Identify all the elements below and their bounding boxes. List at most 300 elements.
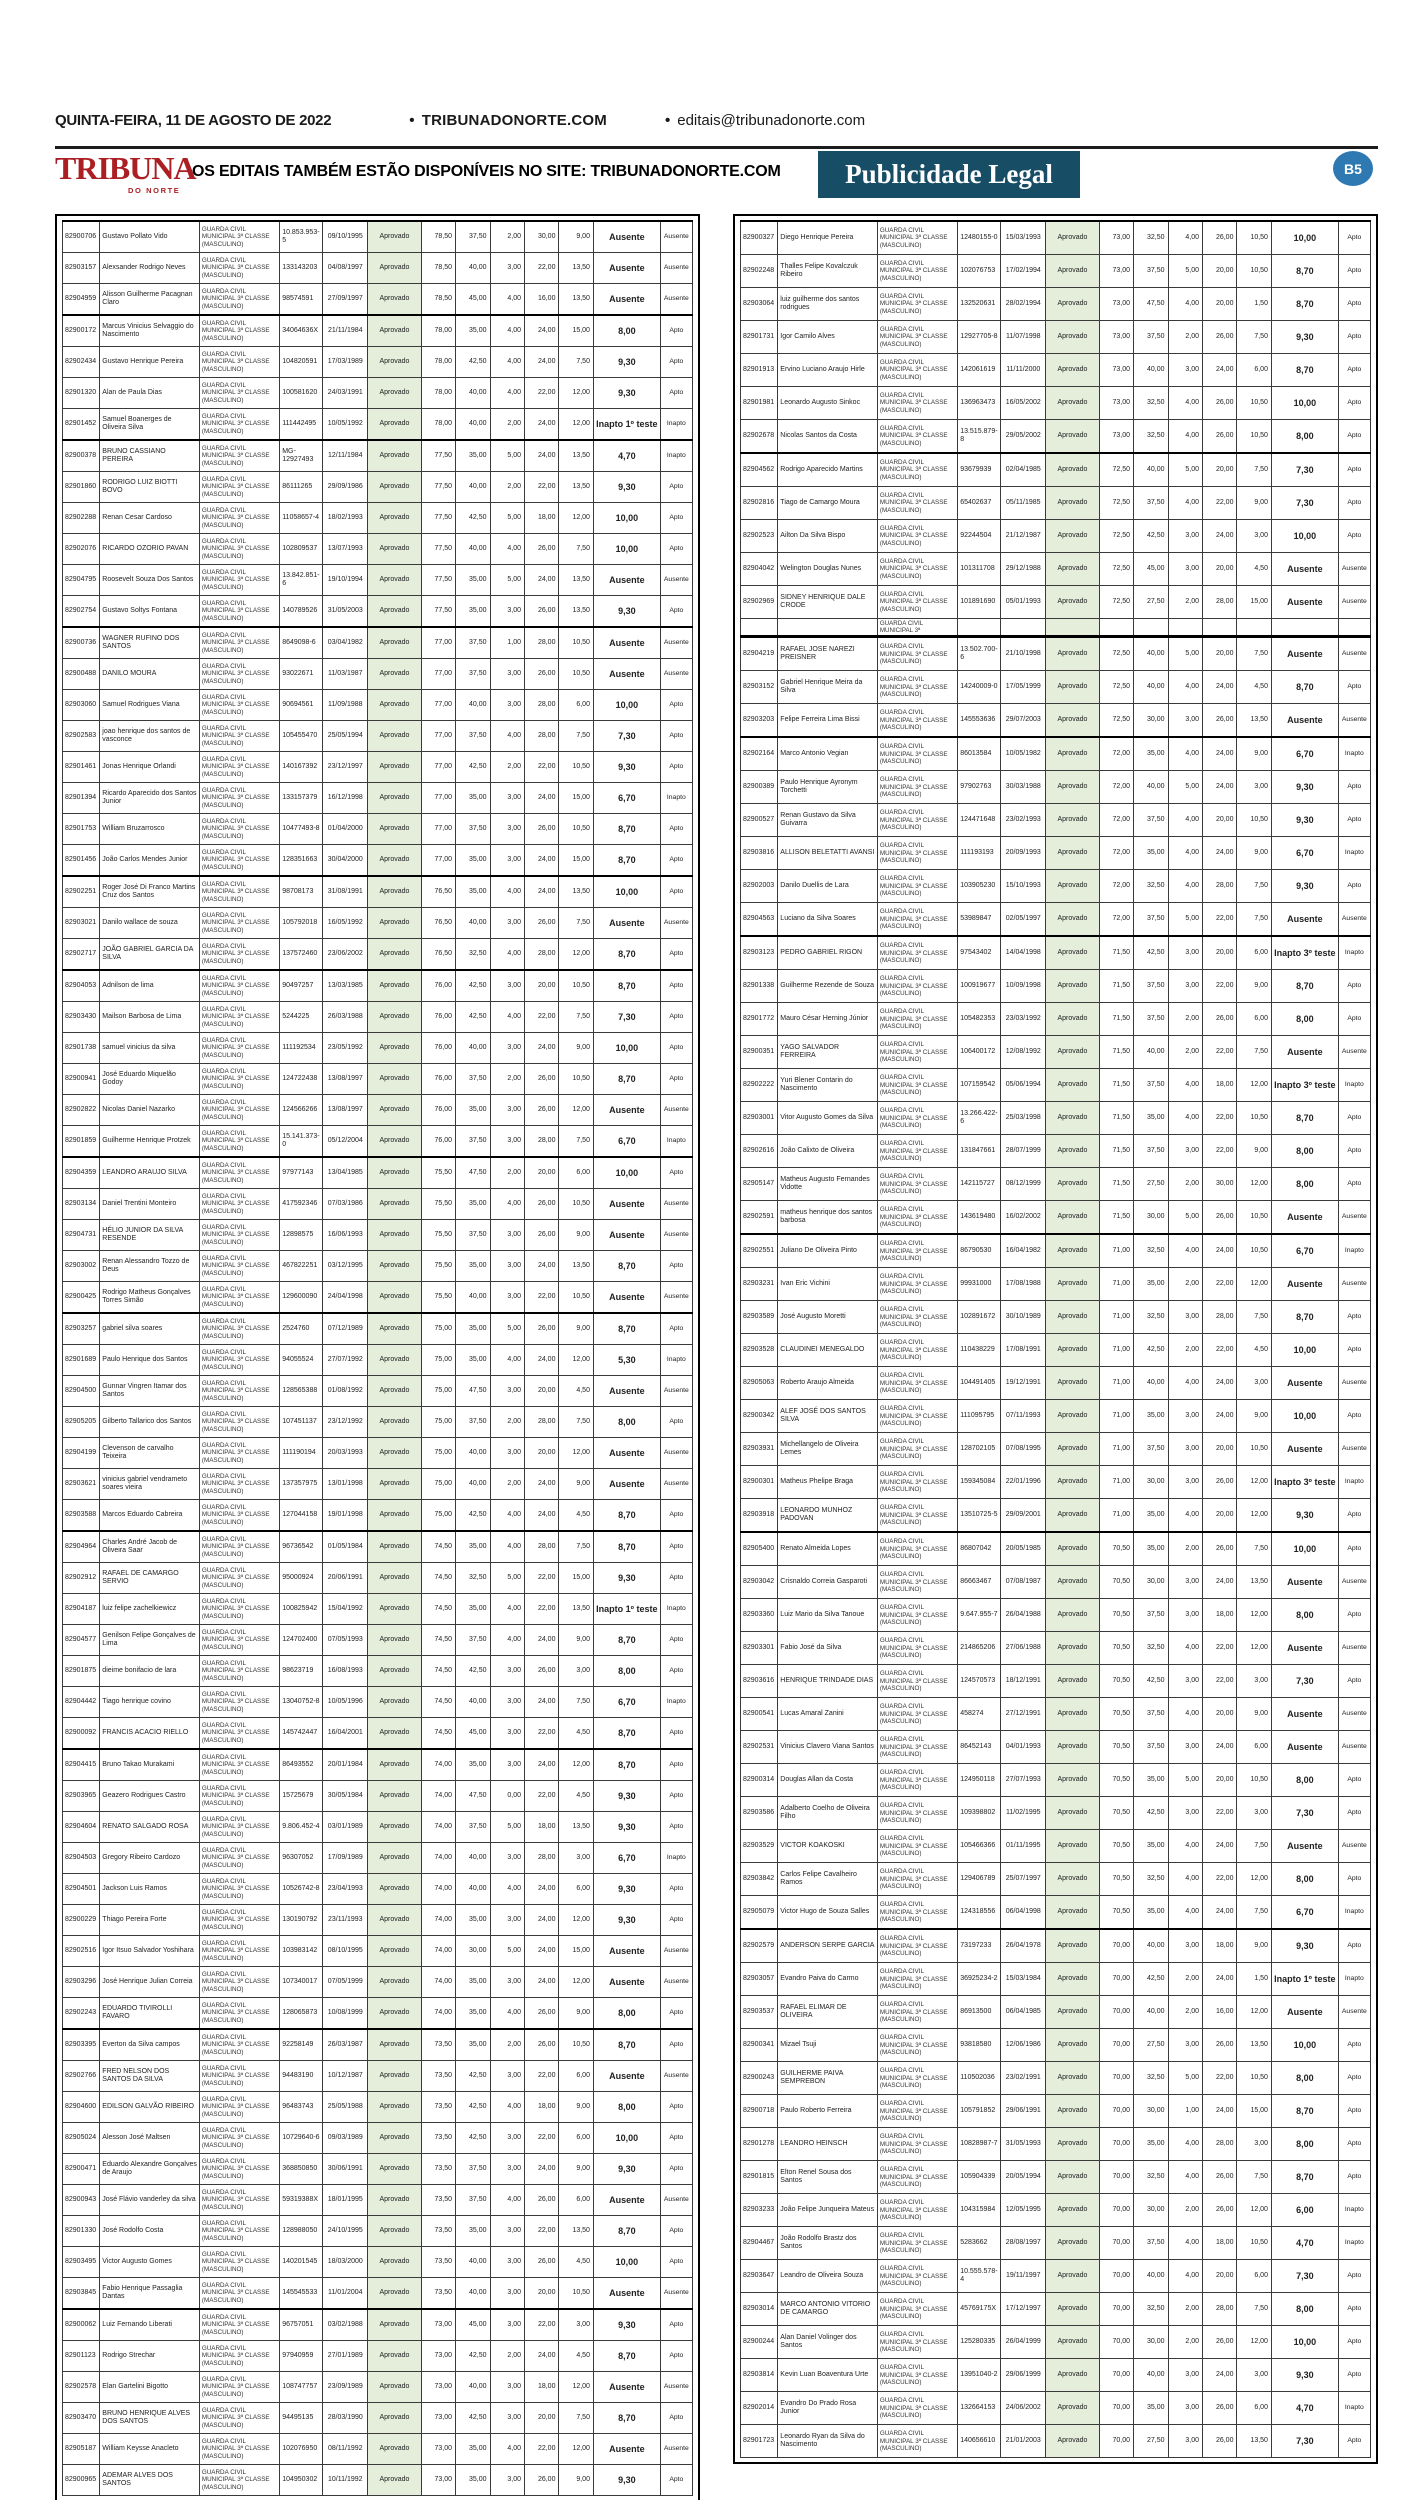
score-specific: 24,00 [1203,737,1237,771]
bullet-icon: • [409,112,415,129]
candidate-name: Geazero Rodrigues Castro [100,1781,200,1812]
taf-result: 9,30 [593,1874,660,1905]
candidate-name: gabriel silva soares [100,1313,200,1345]
final-status: Ausente [660,1220,692,1251]
score-objective: 37,50 [456,1812,490,1843]
results-block-left [55,214,700,2500]
score-objective: 40,00 [1134,1036,1168,1069]
score-redacao: 3,00 [490,1251,524,1282]
candidate-row [741,2359,1371,2392]
score-specific: 26,00 [525,814,559,845]
score-objective: 42,50 [456,2341,490,2372]
status-aprovado: Aprovado [368,1718,421,1750]
inscription-number: 82902003 [741,870,778,903]
score-total: 75,00 [421,1469,455,1500]
score-titles: 13,50 [559,596,593,628]
rg-number: 13951040-2 [958,2359,1001,2392]
candidate-row [741,1400,1371,1433]
rg-number: 104491405 [958,1367,1001,1400]
inscription-number: 82902434 [63,347,100,378]
rg-number: 12927705-8 [958,321,1001,354]
birth-date: 01/05/1984 [323,1531,368,1563]
taf-result: 4,70 [593,440,660,472]
candidate-row [741,1731,1371,1764]
taf-result: Ausente [593,659,660,690]
score-objective: 37,50 [1134,2227,1168,2260]
score-total: 77,50 [421,534,455,565]
final-status: Apto [1338,2128,1370,2161]
candidate-name: Everton da Silva campos [100,2029,200,2061]
final-status: Apto [1338,2029,1370,2062]
inscription-number: 82902578 [63,2372,100,2403]
score-total: 74,00 [421,1967,455,1998]
score-titles: 9,00 [1237,1400,1271,1433]
candidate-name: Leonardo Ryan da Silva do Nascimento [778,2425,878,2458]
taf-result: 10,00 [593,690,660,721]
score-specific: 24,00 [525,1967,559,1998]
taf-result: 10,00 [1271,221,1338,255]
birth-date: 17/12/1997 [1001,2293,1046,2326]
taf-result: Ausente [593,2372,660,2403]
score-redacao: 3,00 [490,1126,524,1158]
rg-number: 105466366 [958,1830,1001,1863]
rg-number: 98708173 [280,876,323,908]
rg-number: 96307052 [280,1843,323,1874]
taf-result: Ausente [1271,1632,1338,1665]
score-titles: 13,50 [559,440,593,472]
status-aprovado: Aprovado [368,1095,421,1126]
candidate-name: Renato Almeida Lopes [778,1532,878,1566]
status-aprovado: Aprovado [1046,1334,1099,1367]
score-total: 70,50 [1099,1698,1133,1731]
candidate-row [63,472,693,503]
taf-result: Ausente [1271,553,1338,586]
score-objective: 35,00 [456,1905,490,1936]
candidate-name: Igor Itsuo Salvador Yoshihara [100,1936,200,1967]
status-aprovado: Aprovado [368,1251,421,1282]
score-total: 74,50 [421,1563,455,1594]
final-status: Ausente [1338,1731,1370,1764]
rg-number: 131847661 [958,1135,1001,1168]
candidate-name: Mailson Barbosa de Lima [100,1002,200,1033]
candidate-row [741,553,1371,586]
candidate-name: Douglas Allan da Costa [778,1764,878,1797]
taf-result: 5,30 [593,1345,660,1376]
birth-date: 25/07/1997 [1001,1863,1046,1896]
rg-number: 133143203 [280,253,323,284]
score-specific: 24,00 [525,1469,559,1500]
taf-result: 10,00 [593,534,660,565]
score-total: 73,00 [421,2434,455,2465]
score-objective: 35,00 [456,565,490,596]
inscription-number: 82904604 [63,1812,100,1843]
score-objective: 40,00 [456,1469,490,1500]
score-specific: 24,00 [525,315,559,347]
final-status: Ausente [660,2434,692,2465]
candidate-row [741,837,1371,870]
score-total: 78,00 [421,378,455,409]
score-titles: 7,50 [559,534,593,565]
candidate-row [63,1531,693,1563]
birth-date: 30/10/1989 [1001,1301,1046,1334]
candidate-name: Paulo Henrique Ayronym Torchetti [778,771,878,804]
final-status: Inapto [1338,1069,1370,1102]
status-aprovado: Aprovado [1046,1996,1099,2029]
status-aprovado: Aprovado [1046,1863,1099,1896]
score-total: 72,50 [1099,586,1133,619]
score-specific: 20,00 [1203,1764,1237,1797]
score-redacao: 5,00 [490,1313,524,1345]
candidate-row [741,1201,1371,1235]
candidate-name: Thalles Felipe Kovalczuk Ribeiro [778,255,878,288]
final-status: Ausente [1338,903,1370,937]
status-aprovado: Aprovado [1046,1599,1099,1632]
score-redacao: 4,00 [490,1874,524,1905]
candidate-name: HENRIQUE TRINDADE DIAS [778,1665,878,1698]
score-total: 70,50 [1099,1764,1133,1797]
section-header [818,151,1080,198]
score-objective: 35,00 [1134,1532,1168,1566]
score-titles: 10,50 [1237,1234,1271,1268]
score-total: 70,50 [1099,1797,1133,1830]
score-total: 74,50 [421,1687,455,1718]
score-specific: 28,00 [525,627,559,659]
position-label: GUARDA CIVIL MUNICIPAL 3ª CLASSE (MASCULINO) [877,1830,957,1863]
score-objective: 40,00 [1134,637,1168,671]
score-total: 71,50 [1099,1036,1133,1069]
score-redacao: 4,00 [1168,1234,1202,1268]
position-label: GUARDA CIVIL MUNICIPAL 3ª CLASSE (MASCULINO) [199,1500,279,1532]
status-aprovado: Aprovado [368,253,421,284]
candidate-row [741,354,1371,387]
status-aprovado: Aprovado [1046,1201,1099,1235]
score-objective: 47,50 [456,1781,490,1812]
status-aprovado: Aprovado [1046,2062,1099,2095]
birth-date: 26/04/1999 [1001,2326,1046,2359]
taf-result: 6,70 [1271,1896,1338,1930]
taf-result: 8,70 [1271,255,1338,288]
inscription-number: 82901330 [63,2216,100,2247]
score-objective: 35,00 [1134,837,1168,870]
inscription-number: 82900062 [63,2309,100,2341]
candidate-row [63,565,693,596]
inscription-number: 82901913 [741,354,778,387]
score-titles: 12,00 [559,2434,593,2465]
birth-date: 10/05/1992 [323,409,368,441]
position-label: GUARDA CIVIL MUNICIPAL 3ª CLASSE (MASCULINO) [199,1095,279,1126]
rg-number: 8649098-6 [280,627,323,659]
final-status: Apto [660,970,692,1002]
rg-number: 34064636X [280,315,323,347]
position-label: GUARDA CIVIL MUNICIPAL 3ª CLASSE (MASCULINO) [199,1905,279,1936]
score-redacao: 5,00 [1168,771,1202,804]
status-aprovado: Aprovado [1046,1797,1099,1830]
score-objective: 30,00 [1134,1201,1168,1235]
rg-number: 5283662 [958,2227,1001,2260]
position-label: GUARDA CIVIL MUNICIPAL 3ª CLASSE (MASCULINO) [199,1936,279,1967]
final-status: Apto [660,472,692,503]
candidate-name: João Carlos Mendes Junior [100,845,200,877]
score-specific: 24,00 [525,1625,559,1656]
score-specific: 24,00 [525,876,559,908]
inscription-number: 82902222 [741,1069,778,1102]
taf-result [1271,619,1338,637]
final-status: Inapto [660,1594,692,1625]
score-redacao: 1,00 [490,627,524,659]
position-label: GUARDA CIVIL MUNICIPAL 3ª CLASSE (MASCULINO) [877,1499,957,1533]
candidate-row [63,1438,693,1469]
score-total: 76,00 [421,1033,455,1064]
position-label: GUARDA CIVIL MUNICIPAL 3ª CLASSE (MASCULINO) [877,737,957,771]
score-redacao: 3,00 [490,2403,524,2434]
status-aprovado: Aprovado [1046,354,1099,387]
score-redacao: 2,00 [490,2341,524,2372]
rg-number: 137572460 [280,939,323,971]
status-aprovado: Aprovado [368,1531,421,1563]
candidate-name: Daniel Trentini Monteiro [100,1189,200,1220]
status-aprovado: Aprovado [368,1656,421,1687]
final-status: Apto [1338,255,1370,288]
score-redacao: 3,00 [490,2465,524,2496]
rg-number: 100581620 [280,378,323,409]
score-specific: 24,00 [1203,2359,1237,2392]
candidate-row [741,221,1371,255]
final-status: Apto [660,2154,692,2185]
candidate-row [63,876,693,908]
candidate-row [741,771,1371,804]
final-status: Ausente [660,253,692,284]
candidate-row [63,596,693,628]
score-objective: 37,50 [456,221,490,253]
score-specific: 26,00 [1203,1003,1237,1036]
status-aprovado: Aprovado [1046,1566,1099,1599]
score-total: 77,50 [421,503,455,534]
status-aprovado: Aprovado [1046,2161,1099,2194]
position-label: GUARDA CIVIL MUNICIPAL 3ª CLASSE (MASCULINO) [877,1929,957,1963]
score-total: 77,00 [421,783,455,814]
candidate-name: João Felipe Junqueira Mateus [778,2194,878,2227]
score-redacao: 3,00 [490,845,524,877]
candidate-row [741,387,1371,420]
rg-number: 105455470 [280,721,323,752]
position-label: GUARDA CIVIL MUNICIPAL 3ª CLASSE (MASCULINO) [877,2260,957,2293]
candidate-row [63,721,693,752]
position-label: GUARDA CIVIL MUNICIPAL 3ª CLASSE (MASCULINO) [877,1069,957,1102]
candidate-row [741,2095,1371,2128]
score-redacao: 2,00 [490,472,524,503]
inscription-number: 82904042 [741,553,778,586]
candidate-row [63,1064,693,1095]
score-total: 73,50 [421,2216,455,2247]
score-redacao: 3,00 [490,2216,524,2247]
score-redacao: 2,00 [490,221,524,253]
candidate-row [63,2465,693,2496]
candidate-row [741,1996,1371,2029]
taf-result: Ausente [1271,1367,1338,1400]
rg-number: 13.266.422-6 [958,1102,1001,1135]
score-specific: 22,00 [1203,1135,1237,1168]
score-specific: 24,00 [525,845,559,877]
score-specific: 24,00 [1203,1830,1237,1863]
candidate-row [741,1632,1371,1665]
score-redacao: 4,00 [490,1189,524,1220]
rg-number: 59319388X [280,2185,323,2216]
position-label: GUARDA CIVIL MUNICIPAL 3ª CLASSE (MASCULINO) [199,721,279,752]
score-redacao: 4,00 [1168,420,1202,454]
score-total: 76,50 [421,876,455,908]
position-label: GUARDA CIVIL MUNICIPAL 3ª CLASSE (MASCULINO) [199,2247,279,2278]
score-total: 71,50 [1099,970,1133,1003]
site-text: TRIBUNADONORTE.COM [421,112,607,129]
taf-result: 8,70 [593,1749,660,1781]
final-status: Apto [660,347,692,378]
final-status: Apto [660,1500,692,1532]
score-titles: 10,50 [1237,804,1271,837]
candidate-name: Tiago henrique covino [100,1687,200,1718]
score-total: 74,00 [421,1749,455,1781]
birth-date: 05/12/2004 [323,1126,368,1158]
score-titles: 3,00 [1237,2359,1271,2392]
score-objective: 40,00 [456,908,490,939]
candidate-name: Gunnar Vingren Itamar dos Santos [100,1376,200,1407]
score-objective: 35,00 [456,2434,490,2465]
inscription-number: 82900471 [63,2154,100,2185]
candidate-name: GUILHERME PAIVA SEMPREBON [778,2062,878,2095]
birth-date: 25/05/1994 [323,721,368,752]
status-aprovado: Aprovado [1046,1135,1099,1168]
candidate-row [741,1698,1371,1731]
score-titles: 12,00 [559,1345,593,1376]
score-redacao: 2,00 [1168,1963,1202,1996]
score-objective: 37,50 [1134,487,1168,520]
score-redacao: 4,00 [490,1531,524,1563]
score-specific: 20,00 [1203,288,1237,321]
candidate-row [741,586,1371,619]
score-titles: 7,50 [559,1531,593,1563]
score-total: 70,50 [1099,1566,1133,1599]
inscription-number: 82901452 [63,409,100,441]
score-redacao: 4,00 [490,876,524,908]
candidate-row [741,2062,1371,2095]
birth-date: 03/01/1989 [323,1812,368,1843]
score-titles: 10,50 [1237,221,1271,255]
score-redacao: 3,00 [1168,520,1202,553]
final-status: Apto [660,596,692,628]
score-specific: 22,00 [1203,1863,1237,1896]
birth-date: 31/05/1993 [1001,2128,1046,2161]
score-total: 76,50 [421,939,455,971]
score-specific: 24,00 [525,409,559,441]
status-aprovado: Aprovado [1046,487,1099,520]
candidate-name: Gustavo Henrique Pereira [100,347,200,378]
birth-date: 29/07/2003 [1001,704,1046,738]
position-label: GUARDA CIVIL MUNICIPAL 3ª CLASSE (MASCULINO) [199,2216,279,2247]
position-label: GUARDA CIVIL MUNICIPAL 3ª CLASSE (MASCULINO) [199,596,279,628]
position-label: GUARDA CIVIL MUNICIPAL 3ª CLASSE (MASCULINO) [877,2062,957,2095]
candidate-name: vinicius gabriel vendrameto soares vieira [100,1469,200,1500]
rg-number: 92244504 [958,520,1001,553]
score-redacao: 3,00 [1168,1731,1202,1764]
status-aprovado: Aprovado [1046,553,1099,586]
score-titles: 12,00 [559,503,593,534]
status-aprovado: Aprovado [1046,420,1099,454]
final-status: Ausente [660,284,692,316]
inscription-number: 82902014 [741,2392,778,2425]
score-redacao: 3,00 [490,1843,524,1874]
taf-result: Ausente [1271,586,1338,619]
status-aprovado: Aprovado [368,2372,421,2403]
rg-number: 102809537 [280,534,323,565]
rg-number: 103983142 [280,1936,323,1967]
birth-date: 10/09/1998 [1001,970,1046,1003]
candidate-row [741,2326,1371,2359]
rg-number: 86663467 [958,1566,1001,1599]
score-titles: 10,50 [1237,387,1271,420]
score-total: 75,00 [421,1438,455,1469]
score-titles: 13,50 [1237,1566,1271,1599]
position-label: GUARDA CIVIL MUNICIPAL 3ª CLASSE (MASCULINO) [877,1599,957,1632]
inscription-number: 82904442 [63,1687,100,1718]
score-objective: 32,50 [1134,387,1168,420]
score-specific: 28,00 [1203,586,1237,619]
final-status: Inapto [1338,2227,1370,2260]
score-titles: 10,50 [559,2278,593,2310]
score-total: 78,00 [421,315,455,347]
status-aprovado: Aprovado [368,1687,421,1718]
status-aprovado: Aprovado [368,1749,421,1781]
status-aprovado: Aprovado [1046,1102,1099,1135]
taf-result: 8,70 [1271,2095,1338,2128]
status-aprovado [1046,619,1099,637]
email-link [665,112,865,129]
birth-date: 23/06/2002 [323,939,368,971]
score-specific: 22,00 [525,2216,559,2247]
score-specific: 22,00 [525,1282,559,1314]
candidate-row [741,2029,1371,2062]
candidate-row [741,970,1371,1003]
score-total: 71,50 [1099,1201,1133,1235]
status-aprovado: Aprovado [368,1376,421,1407]
candidate-name: Diego Henrique Pereira [778,221,878,255]
candidate-name: Roger José Di Franco Martins Cruz dos Santos [100,876,200,908]
position-label: GUARDA CIVIL MUNICIPAL 3ª CLASSE (MASCULINO) [199,1874,279,1905]
status-aprovado: Aprovado [368,2123,421,2154]
final-status: Apto [1338,1863,1370,1896]
score-objective: 40,00 [456,2247,490,2278]
candidate-row [63,2216,693,2247]
score-total: 73,50 [421,2029,455,2061]
score-redacao: 3,00 [490,1749,524,1781]
taf-result: 8,70 [593,2403,660,2434]
taf-result: 9,30 [1271,2359,1338,2392]
final-status: Apto [660,1157,692,1189]
score-titles: 7,50 [1237,2161,1271,2194]
taf-result: Ausente [593,284,660,316]
rg-number: 111193193 [958,837,1001,870]
position-label: GUARDA CIVIL MUNICIPAL 3ª CLASSE (MASCULINO) [199,752,279,783]
taf-result: 9,30 [1271,321,1338,354]
score-objective: 40,00 [456,690,490,721]
birth-date: 20/05/1985 [1001,1532,1046,1566]
score-objective: 30,00 [1134,2194,1168,2227]
taf-result: 10,00 [593,503,660,534]
score-titles: 12,00 [1237,1466,1271,1499]
score-objective: 37,50 [1134,1135,1168,1168]
candidate-name: Alisson Guilherme Pacagnan Claro [100,284,200,316]
score-objective: 35,00 [1134,2392,1168,2425]
position-label: GUARDA CIVIL MUNICIPAL 3ª CLASSE (MASCULINO) [877,2194,957,2227]
final-status: Inapto [1338,1466,1370,1499]
